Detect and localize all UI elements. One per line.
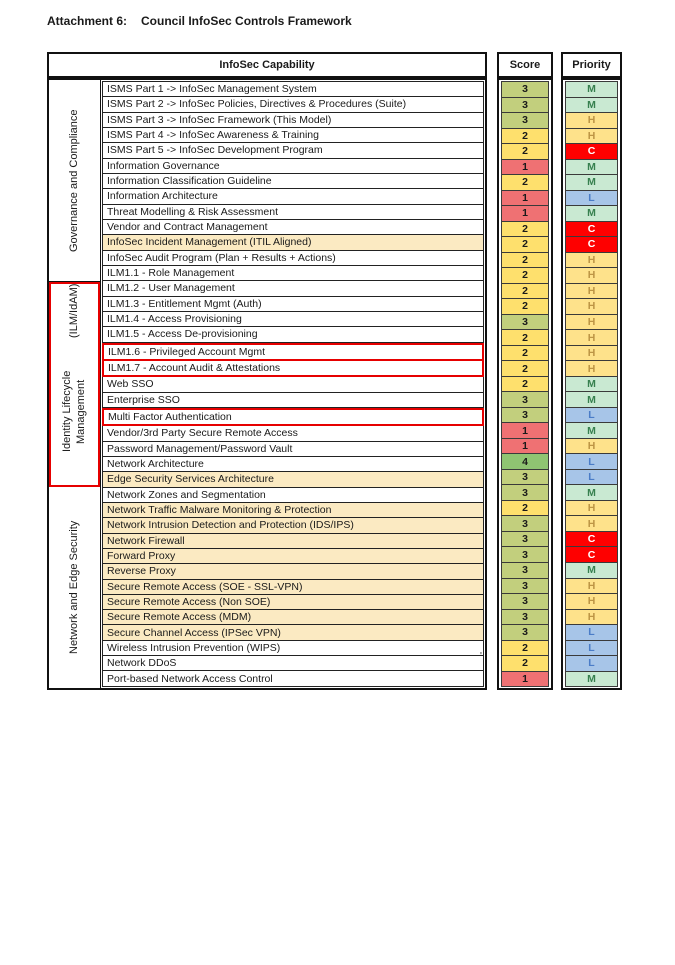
- stray-mark: ': [480, 651, 482, 662]
- score-cell: 3: [501, 516, 549, 532]
- score-cell: 3: [501, 625, 549, 641]
- group-label-column: [49, 80, 101, 688]
- title-text: Council InfoSec Controls Framework: [141, 14, 352, 28]
- score-cell: 3: [501, 485, 549, 501]
- priority-cell: C: [565, 547, 618, 563]
- priority-cell: M: [565, 377, 618, 393]
- capability-cell: Network Firewall: [102, 534, 484, 549]
- priority-cell: H: [565, 610, 618, 626]
- capability-cell: Secure Remote Access (Non SOE): [102, 595, 484, 610]
- capability-cell: ISMS Part 3 -> InfoSec Framework (This Model): [102, 113, 484, 128]
- capability-cell: ILM1.1 - Role Management: [102, 266, 484, 281]
- capability-cell: Secure Remote Access (SOE - SSL-VPN): [102, 580, 484, 595]
- priority-cell: M: [565, 485, 618, 501]
- priority-cell: H: [565, 129, 618, 145]
- score-cell: 2: [501, 284, 549, 300]
- score-cell: 3: [501, 594, 549, 610]
- table-header-row: [47, 52, 622, 78]
- score-cell: 2: [501, 346, 549, 362]
- capability-cell: Vendor and Contract Management: [102, 220, 484, 235]
- column-header-capability: InfoSec Capability: [47, 52, 487, 78]
- priority-cell: C: [565, 532, 618, 548]
- capability-cell: Wireless Intrusion Prevention (WIPS): [102, 641, 484, 656]
- column-gap: [487, 52, 497, 78]
- capability-cell: Web SSO: [102, 377, 484, 392]
- column-gap: [553, 52, 561, 78]
- table-body: [47, 78, 622, 690]
- capability-cell: Network Traffic Malware Monitoring & Protection: [102, 503, 484, 518]
- priority-cell: H: [565, 284, 618, 300]
- priority-cell: L: [565, 454, 618, 470]
- capability-cell: Information Classification Guideline: [102, 174, 484, 189]
- capability-cell: ISMS Part 4 -> InfoSec Awareness & Training: [102, 128, 484, 143]
- score-cell: 1: [501, 439, 549, 455]
- priority-cell: C: [565, 222, 618, 238]
- capability-cell: Edge Security Services Architecture: [102, 472, 484, 487]
- capability-block: [47, 78, 487, 690]
- group-label-text: [68, 80, 82, 281]
- capability-cell: ISMS Part 1 -> InfoSec Management System: [102, 81, 484, 97]
- capability-cell: Threat Modelling & Risk Assessment: [102, 205, 484, 220]
- capability-cell: Reverse Proxy: [102, 564, 484, 579]
- priority-cell: H: [565, 268, 618, 284]
- priority-cell: M: [565, 206, 618, 222]
- group-label-line: Network and Edge Security: [67, 520, 80, 655]
- capability-cell: Secure Remote Access (MDM): [102, 610, 484, 625]
- title-label: Attachment 6:: [47, 14, 128, 28]
- score-cell: 3: [501, 408, 549, 424]
- priority-cell: L: [565, 625, 618, 641]
- priority-cell: L: [565, 656, 618, 672]
- group-label: [49, 487, 100, 688]
- score-cell: 4: [501, 454, 549, 470]
- capability-cell: ILM1.4 - Access Provisioning: [102, 312, 484, 327]
- capability-cell: Network DDoS: [102, 656, 484, 671]
- priority-cell: H: [565, 439, 618, 455]
- group-label-line: Governance and Compliance: [67, 109, 80, 252]
- capability-cell: ILM1.5 - Access De-provisioning: [102, 327, 484, 342]
- score-column: [497, 78, 553, 690]
- score-cell: 1: [501, 672, 549, 688]
- capability-cell: Network Zones and Segmentation: [102, 488, 484, 503]
- score-cell: 1: [501, 423, 549, 439]
- score-cell: 1: [501, 206, 549, 222]
- score-cell: 2: [501, 129, 549, 145]
- capability-cell: ILM1.6 - Privileged Account Mgmt: [102, 343, 484, 361]
- priority-cell: H: [565, 346, 618, 362]
- group-label: [49, 282, 100, 487]
- score-cell: 2: [501, 641, 549, 657]
- capability-cell: Network Intrusion Detection and Protection (IDS/IPS): [102, 518, 484, 533]
- priority-cell: M: [565, 563, 618, 579]
- priority-cell: H: [565, 579, 618, 595]
- group-label: [49, 80, 100, 282]
- capability-cell: Password Management/Password Vault: [102, 442, 484, 457]
- infosec-framework-table: [47, 52, 622, 690]
- priority-cell: H: [565, 299, 618, 315]
- capability-cell: Information Governance: [102, 159, 484, 174]
- column-gap: [487, 78, 497, 690]
- priority-cell: H: [565, 315, 618, 331]
- priority-cell: M: [565, 175, 618, 191]
- capability-cell: ILM1.7 - Account Audit & Attestations: [102, 361, 484, 377]
- score-cell: 2: [501, 501, 549, 517]
- priority-cell: M: [565, 672, 618, 688]
- group-label-line: (ILM/IdAM): [67, 284, 80, 339]
- score-cell: 3: [501, 470, 549, 486]
- score-cell: 2: [501, 299, 549, 315]
- group-label-text: [61, 284, 89, 485]
- capability-cell: Multi Factor Authentication: [102, 408, 484, 426]
- priority-cell: L: [565, 408, 618, 424]
- score-cell: 3: [501, 98, 549, 114]
- priority-cell: C: [565, 144, 618, 160]
- column-header-priority: Priority: [561, 52, 622, 78]
- score-cell: 2: [501, 330, 549, 346]
- score-cell: 2: [501, 253, 549, 269]
- priority-cell: M: [565, 98, 618, 114]
- score-cell: 3: [501, 113, 549, 129]
- capability-cell: ILM1.3 - Entitlement Mgmt (Auth): [102, 297, 484, 312]
- column-header-score: Score: [497, 52, 553, 78]
- capability-cell: Secure Channel Access (IPSec VPN): [102, 625, 484, 640]
- priority-cell: M: [565, 160, 618, 176]
- group-label-line: Identity Lifecycle Management: [60, 371, 87, 453]
- priority-column: [561, 78, 622, 690]
- priority-cell: L: [565, 191, 618, 207]
- capability-cell: InfoSec Incident Management (ITIL Aligned): [102, 235, 484, 250]
- priority-cell: L: [565, 470, 618, 486]
- priority-cell: M: [565, 81, 618, 98]
- capability-cell: InfoSec Audit Program (Plan + Results + Actions): [102, 251, 484, 266]
- capability-cell: Information Architecture: [102, 189, 484, 204]
- score-cell: 3: [501, 81, 549, 98]
- capability-cell: Network Architecture: [102, 457, 484, 472]
- score-cell: 1: [501, 191, 549, 207]
- capability-cell: Port-based Network Access Control: [102, 671, 484, 686]
- capability-rows-column: [101, 80, 485, 688]
- priority-cell: C: [565, 237, 618, 253]
- score-cell: 3: [501, 563, 549, 579]
- capability-cell: Vendor/3rd Party Secure Remote Access: [102, 426, 484, 441]
- priority-cell: H: [565, 253, 618, 269]
- priority-cell: M: [565, 423, 618, 439]
- column-gap: [553, 78, 561, 690]
- capability-cell: ISMS Part 5 -> InfoSec Development Program: [102, 143, 484, 158]
- score-cell: 3: [501, 392, 549, 408]
- priority-cell: M: [565, 392, 618, 408]
- capability-cell: ISMS Part 2 -> InfoSec Policies, Directives & Procedures (Suite): [102, 97, 484, 112]
- score-cell: 3: [501, 532, 549, 548]
- score-cell: 2: [501, 377, 549, 393]
- capability-cell: ILM1.2 - User Management: [102, 281, 484, 296]
- score-cell: 2: [501, 222, 549, 238]
- priority-cell: H: [565, 113, 618, 129]
- page-title: [47, 14, 352, 28]
- score-cell: 3: [501, 579, 549, 595]
- score-cell: 3: [501, 610, 549, 626]
- capability-cell: Enterprise SSO: [102, 393, 484, 408]
- score-cell: 1: [501, 160, 549, 176]
- score-cell: 3: [501, 315, 549, 331]
- score-cell: 3: [501, 547, 549, 563]
- priority-cell: H: [565, 501, 618, 517]
- score-cell: 2: [501, 144, 549, 160]
- score-cell: 2: [501, 656, 549, 672]
- priority-cell: L: [565, 641, 618, 657]
- score-cell: 2: [501, 175, 549, 191]
- capability-cell: Forward Proxy: [102, 549, 484, 564]
- priority-cell: H: [565, 361, 618, 377]
- score-cell: 2: [501, 361, 549, 377]
- score-cell: 2: [501, 268, 549, 284]
- group-label-text: [68, 487, 82, 688]
- score-cell: 2: [501, 237, 549, 253]
- priority-cell: H: [565, 516, 618, 532]
- priority-cell: H: [565, 330, 618, 346]
- priority-cell: H: [565, 594, 618, 610]
